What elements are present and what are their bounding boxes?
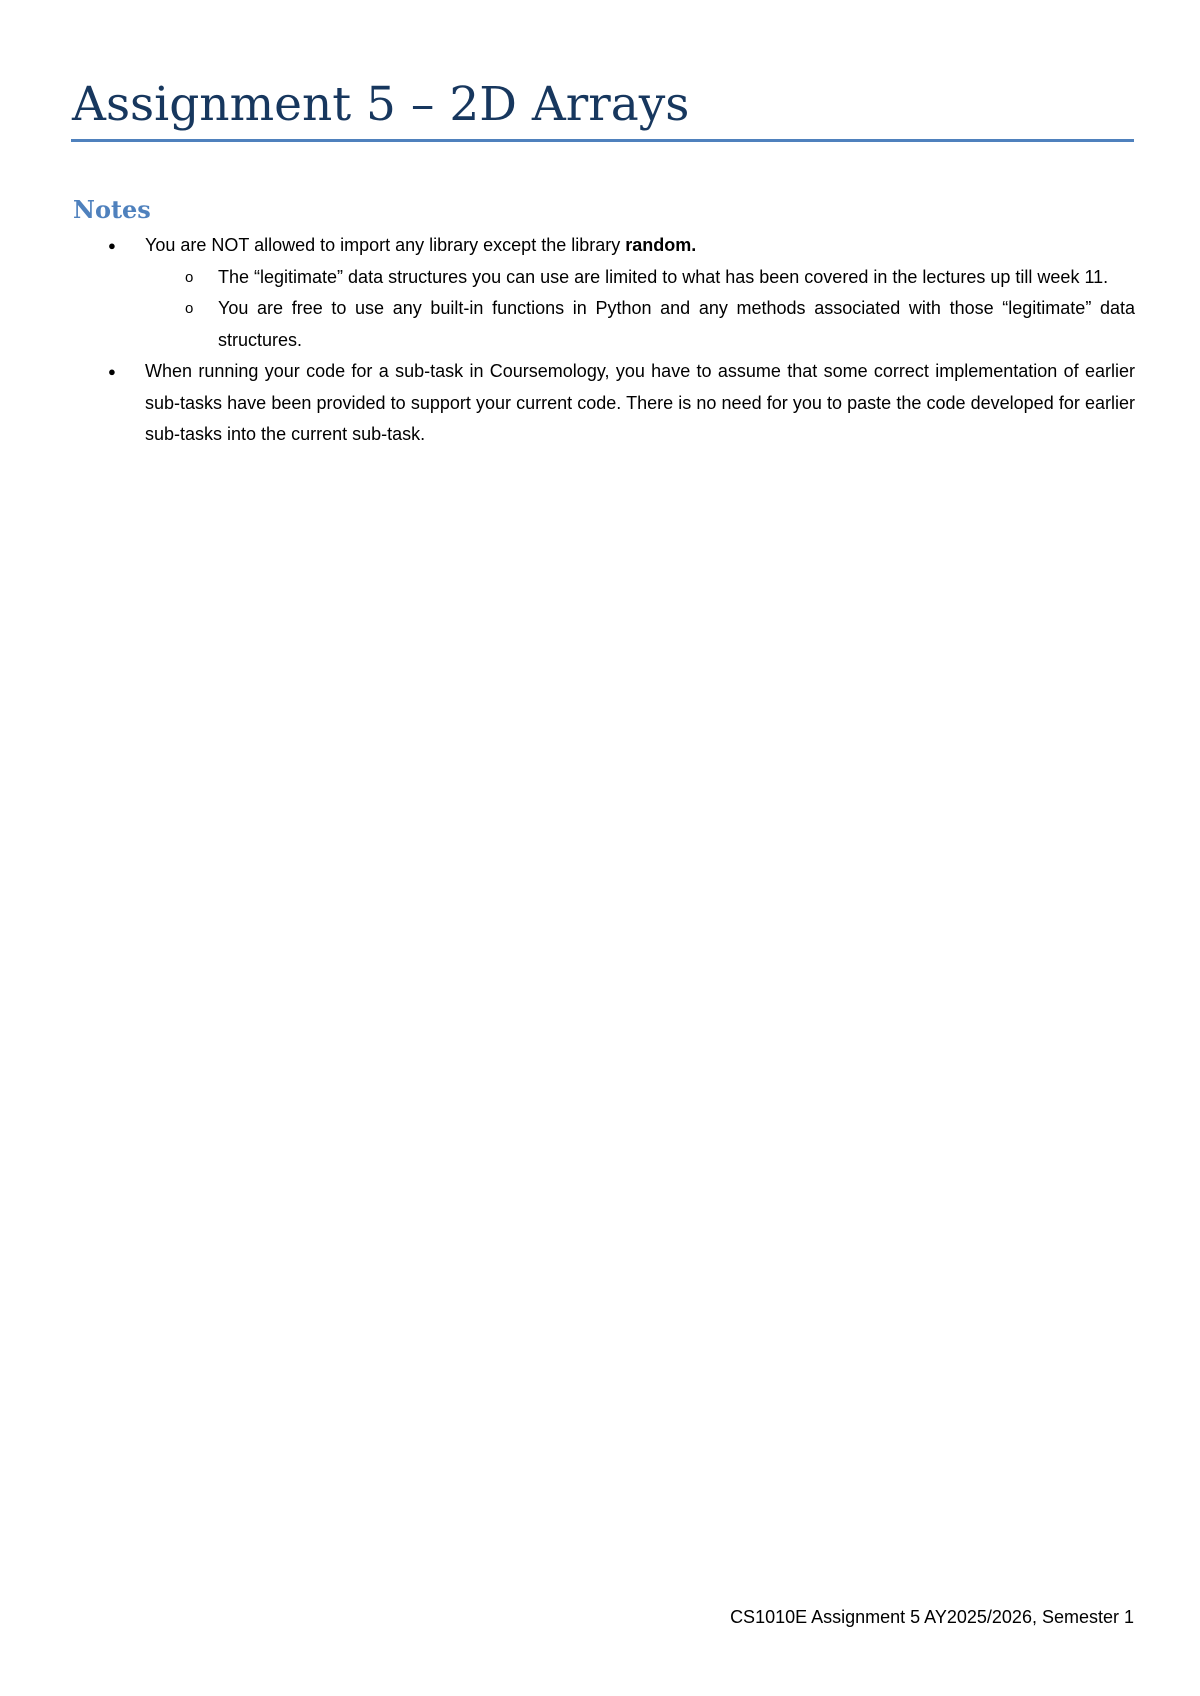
notes-list [0,230,1200,451]
note-text: When running your code for a sub-task in Coursemology, you have to assume that some correct implementation of earlier sub-tasks have been provided to support your current code. There is no need for you to paste the code developed for earlier sub-tasks into the current sub-task. [145,361,1135,444]
page-footer: CS1010E Assignment 5 AY2025/2026, Semester 1 [730,1607,1134,1627]
sub-bullet-icon: o [185,300,194,317]
note-text: You are NOT allowed to import any library except the library [145,235,626,255]
note-item-import-restriction [108,230,1135,262]
bullet-icon: ● [108,364,116,379]
sub-note-text: You are free to use any built-in functions in Python and any methods associated with those “legitimate” data structures. [218,298,1135,350]
sub-bullet-icon: o [185,268,194,286]
sub-note-data-structures [185,262,1135,294]
note-bold-text: random. [625,235,697,255]
sub-note-text: The “legitimate” data structures you can use are limited to what has been covered in the lectures up till week 11. [218,266,1109,287]
bullet-icon: ● [108,238,116,253]
title-underline [71,139,1134,142]
note-item-coursemology [108,356,1135,451]
document-title: Assignment 5 – 2D Arrays [72,77,690,132]
notes-heading: Notes [73,195,151,224]
sub-note-builtin-functions [185,293,1135,356]
